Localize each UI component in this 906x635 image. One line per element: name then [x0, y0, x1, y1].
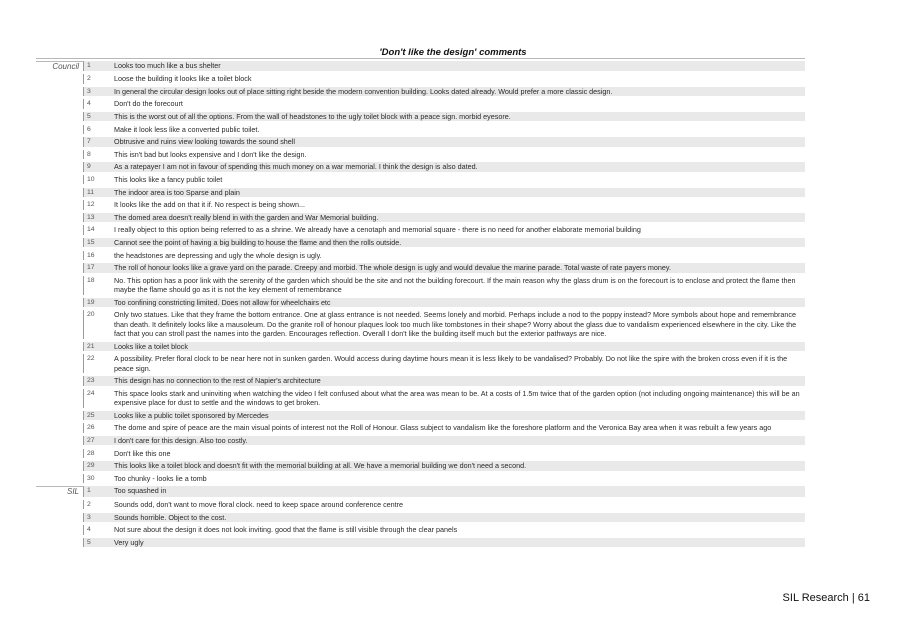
group-cell	[36, 513, 84, 522]
comments-table	[36, 58, 805, 549]
table-row	[36, 136, 805, 149]
comment-text: Too squashed in	[106, 486, 805, 496]
comment-text: The roll of honour looks like a grave yard on the parade. Creepy and morbid. The whole design is ugly and would devalue the marine parade. Total waste of rate payers money.	[106, 263, 805, 272]
group-cell	[36, 200, 84, 209]
comment-text: Cannot see the point of having a big building to house the flame and then the rolls outside.	[106, 238, 805, 247]
group-cell	[36, 74, 84, 83]
row-number: 16	[87, 251, 95, 259]
group-cell	[36, 436, 84, 445]
row-number: 24	[87, 389, 95, 397]
row-number: 17	[84, 263, 106, 272]
group-cell	[36, 461, 84, 470]
table-row	[36, 309, 805, 340]
table-row	[36, 123, 805, 136]
comment-text: A possibility. Prefer floral clock to be near here not in sunken garden. Would access during daytime hours mean it is less likely to be vandalised? Probably. Do not like the spire with the broken cross even if it is the peace sign.	[114, 354, 788, 373]
group-cell	[36, 474, 84, 483]
group-cell	[36, 354, 84, 373]
group-cell	[36, 251, 84, 260]
table-row	[36, 274, 805, 296]
row-number: 8	[87, 150, 91, 158]
comment-text: Looks like a public toilet sponsored by Mercedes	[106, 411, 805, 420]
comment-text: Looks too much like a bus shelter	[106, 61, 805, 71]
comment-text: Only two statues. Like that they frame the bottom entrance. One at glass entrance is not needed. Seems lonely and morbid. Perhaps include a nod to the poppy instead? More symbols about hope and remembrance than death. It definitely looks like a mausoleum. Do the granite roll of honour plaques look too much like tombstones in their shape? Worry about the glass due to vandalism experienced elsewhere in the city. Like the fact that you can stroll past the names into the garden. Encourages reflection. Overall I don't like the building itself much but the exterior pathways are nice.	[114, 310, 797, 339]
table-row	[36, 511, 805, 524]
comment-text: Loose the building it looks like a toilet block	[114, 74, 252, 84]
group-cell	[36, 137, 84, 146]
comment-text: The domed area doesn't really blend in with the garden and War Memorial building.	[106, 213, 805, 222]
row-number: 3	[84, 513, 106, 522]
group-cell	[36, 538, 84, 547]
comment-text: In general the circular design looks out of place sitting right beside the modern convention building. Looks dated already. Would prefer a more classic design.	[106, 87, 805, 96]
comment-text: Sounds odd, don't want to move floral clock. need to keep space around conference centre	[114, 500, 404, 510]
table-row	[36, 173, 805, 186]
row-number: 13	[84, 213, 106, 222]
group-cell	[36, 150, 84, 159]
group-cell	[36, 238, 84, 247]
table-row	[36, 434, 805, 447]
row-number: 1	[84, 61, 106, 71]
comment-text: I really object to this option being referred to as a shrine. We already have a cenotaph and memorial square - there is no need for another elaborate memorial building	[114, 225, 641, 235]
table-row	[36, 148, 805, 161]
comment-text: Very ugly	[106, 538, 805, 547]
table-row	[36, 498, 805, 511]
table-row	[36, 224, 805, 237]
group-cell	[36, 376, 84, 385]
table-row	[36, 460, 805, 473]
table-row	[36, 85, 805, 98]
group-cell	[36, 423, 84, 432]
table-row	[36, 375, 805, 388]
group-cell	[36, 225, 84, 234]
row-number: 2	[87, 75, 91, 83]
row-number: 4	[87, 100, 91, 108]
table-row	[36, 186, 805, 199]
comment-text: This isn't bad but looks expensive and I don't like the design.	[114, 149, 307, 159]
row-number: 30	[87, 474, 95, 482]
comment-text: This looks like a toilet block and doesn't fit with the memorial building at all. We have a memorial building we don't need a second.	[106, 461, 805, 470]
comment-text: Too confining constricting limited. Does not allow for wheelchairs etc	[106, 298, 805, 307]
group-cell	[36, 276, 84, 295]
comment-text: Don't like this one	[114, 448, 171, 458]
row-number: 26	[87, 424, 95, 432]
comment-text: No. This option has a poor link with the serenity of the garden which should be the site and not the building forecourt. If the main reason why the glass drum is on the forecourt is to enclose and protect the flame then maybe the flame should go as it is not the key element of remembrance	[114, 275, 796, 295]
group-cell	[36, 525, 84, 534]
table-row	[36, 236, 805, 249]
row-number: 4	[87, 526, 91, 534]
table-row	[36, 472, 805, 485]
comment-text: This space looks stark and uninviting when watching the video I felt confused about what the area was mean to be. At a costs of 1.5m twice that of the garden option (not including ongoing maintenance) this will be an expensive place for dust to settle and the windows to get broken.	[114, 388, 800, 408]
table-row	[36, 536, 805, 549]
table-row	[36, 340, 805, 353]
group-label: SIL	[36, 486, 84, 496]
comment-text: Looks like a toilet block	[106, 342, 805, 351]
table-row	[36, 485, 805, 499]
row-number: 14	[87, 226, 95, 234]
group-cell	[36, 112, 84, 121]
group-cell	[36, 310, 84, 338]
row-number: 18	[87, 276, 95, 284]
comment-text: I don't care for this design. Also too costly.	[106, 436, 805, 445]
table-row	[36, 59, 805, 73]
row-number: 22	[87, 355, 95, 363]
table-row	[36, 161, 805, 174]
page-footer: SIL Research | 61	[782, 592, 870, 604]
page-title: 'Don't like the design' comments	[379, 47, 527, 58]
table-row	[36, 199, 805, 212]
row-number: 12	[87, 201, 95, 209]
group-cell	[36, 175, 84, 184]
group-cell	[36, 298, 84, 307]
row-number: 28	[87, 449, 95, 457]
table-row	[36, 296, 805, 309]
comment-text: Obtrusive and ruins view looking towards the sound shell	[106, 137, 805, 146]
row-number: 5	[84, 538, 106, 547]
comment-text: As a ratepayer I am not in favour of spending this much money on a war memorial. I think the design is also dated.	[106, 162, 805, 171]
table-row	[36, 262, 805, 275]
group-cell	[36, 125, 84, 134]
table-row	[36, 249, 805, 262]
group-cell	[36, 411, 84, 420]
row-number: 15	[84, 238, 106, 247]
comment-text: Too chunky - looks lie a tomb	[114, 473, 207, 483]
row-number: 5	[84, 112, 106, 121]
table-row	[36, 447, 805, 460]
row-number: 9	[84, 162, 106, 171]
comment-text: the headstones are depressing and ugly the whole design is ugly.	[114, 250, 322, 260]
group-cell	[36, 389, 84, 408]
table-row	[36, 73, 805, 86]
comment-text: Not sure about the design it does not look inviting. good that the flame is still visible through the clear panels	[114, 525, 458, 535]
table-row	[36, 409, 805, 422]
row-number: 7	[84, 137, 106, 146]
comment-text: It looks like the add on that it if. No respect is being shown...	[114, 200, 305, 210]
table-row	[36, 524, 805, 537]
group-label: Council	[36, 61, 84, 71]
group-cell	[36, 99, 84, 108]
row-number: 23	[84, 376, 106, 385]
row-number: 11	[84, 188, 106, 197]
group-cell	[36, 188, 84, 197]
row-number: 3	[84, 87, 106, 96]
row-number: 20	[87, 311, 95, 319]
group-cell	[36, 342, 84, 351]
row-number: 29	[84, 461, 106, 470]
table-row	[36, 110, 805, 123]
row-number: 21	[84, 342, 106, 351]
group-cell	[36, 263, 84, 272]
row-number: 19	[84, 298, 106, 307]
table-row	[36, 353, 805, 375]
group-cell	[36, 213, 84, 222]
table-row	[36, 387, 805, 409]
comment-text: The dome and spire of peace are the main visual points of interest not the Roll of Honour. Glass subject to vandalism like the foreshore platform and the Veronica Bay area when it was rebuilt a few years ago	[114, 423, 772, 433]
table-row	[36, 211, 805, 224]
comment-text: Don't do the forecourt	[114, 99, 183, 109]
table-row	[36, 98, 805, 111]
group-cell	[36, 449, 84, 458]
group-cell	[36, 500, 84, 509]
row-number: 1	[84, 486, 106, 496]
group-cell	[36, 87, 84, 96]
group-cell	[36, 162, 84, 171]
table-row	[36, 422, 805, 435]
row-number: 6	[87, 125, 91, 133]
comment-text: This is the worst out of all the options. From the wall of headstones to the ugly toilet block with a peace sign. morbid eyesore.	[106, 112, 805, 121]
comment-text: This design has no connection to the rest of Napier's architecture	[106, 376, 805, 385]
comment-text: Sounds horrible. Object to the cost.	[106, 513, 805, 522]
comment-text: This looks like a fancy public toilet	[114, 174, 223, 184]
comment-text: The indoor area is too Sparse and plain	[106, 188, 805, 197]
row-number: 25	[84, 411, 106, 420]
row-number: 10	[87, 175, 95, 183]
comment-text: Make it look less like a converted public toilet.	[114, 124, 260, 134]
row-number: 2	[87, 501, 91, 509]
row-number: 27	[84, 436, 106, 445]
